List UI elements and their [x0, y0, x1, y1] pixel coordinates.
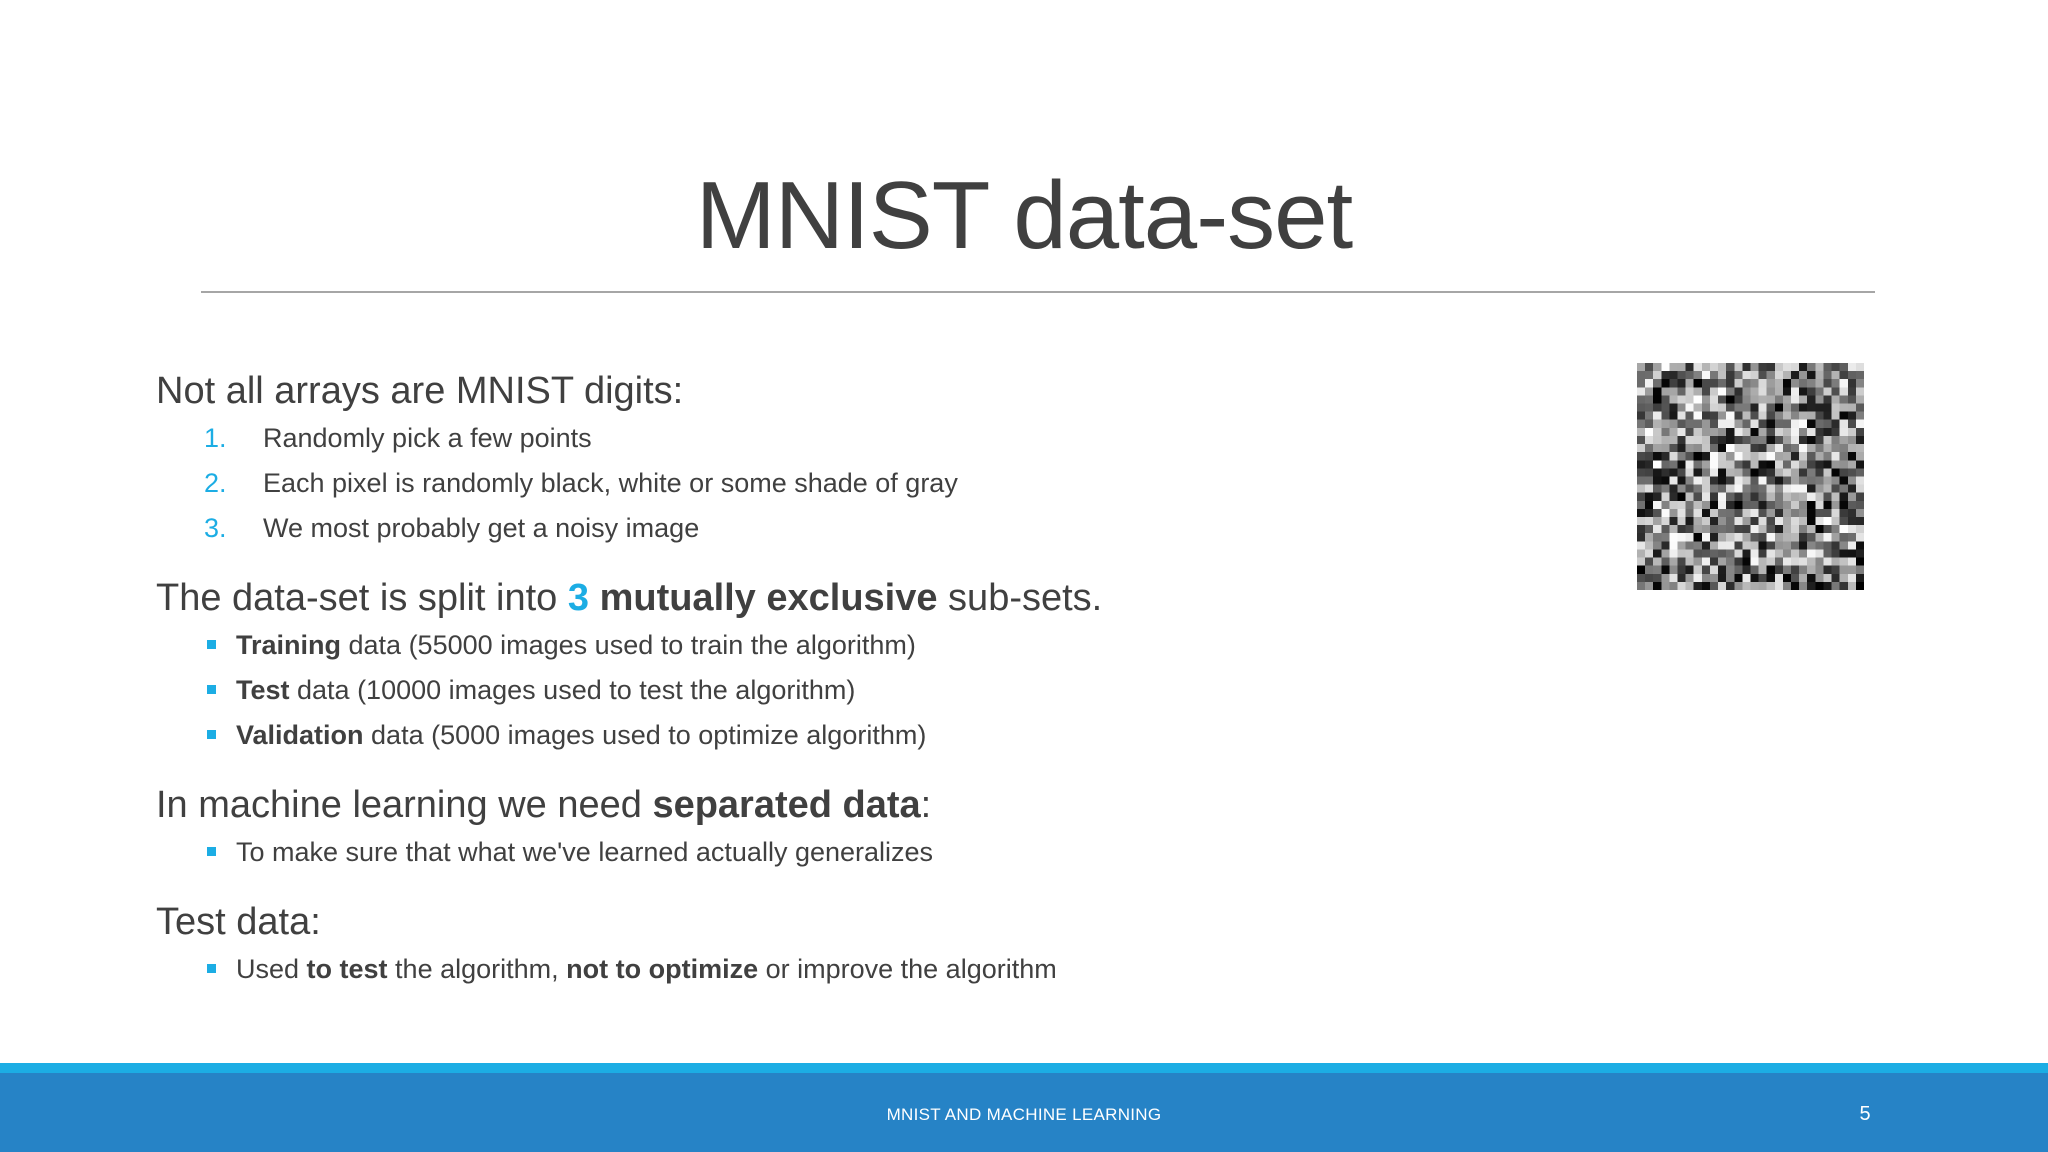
section-heading — [156, 780, 1556, 830]
list-item-text: data (5000 images used to optimize algorithm) — [363, 720, 927, 750]
list-item-text: Used — [236, 954, 307, 984]
title-divider — [201, 291, 1875, 293]
heading-space — [589, 577, 600, 619]
section-random-arrays — [156, 366, 1556, 551]
list-item — [156, 713, 1556, 758]
list-item-bold: Test — [236, 675, 290, 705]
list-item — [156, 623, 1556, 668]
footer-accent-bar — [0, 1063, 2048, 1073]
heading-text: The data-set is split into — [156, 577, 568, 619]
bullet-icon — [207, 964, 216, 973]
list-item — [156, 461, 1556, 506]
numbered-list — [156, 416, 1556, 551]
bulleted-list — [156, 947, 1556, 992]
list-number: 2. — [204, 468, 227, 498]
page-number: 5 — [1859, 1103, 1871, 1125]
slide-content — [156, 366, 1556, 1014]
list-item-text: We most probably get a noisy image — [263, 513, 700, 543]
heading-accent-number: 3 — [567, 577, 589, 619]
slide-title: MNIST data-set — [695, 162, 1353, 269]
heading-text: sub-sets. — [937, 577, 1103, 619]
list-item — [156, 416, 1556, 461]
bulleted-list — [156, 830, 1556, 875]
list-item — [156, 506, 1556, 551]
noise-image — [1637, 363, 1864, 590]
list-item-text: data (55000 images used to train the algorithm) — [341, 630, 916, 660]
heading-text: In machine learning we need — [156, 784, 653, 826]
section-heading — [156, 573, 1556, 623]
section-test-data — [156, 897, 1556, 992]
list-item-bold: Training — [236, 630, 342, 660]
section-heading: Test data: — [156, 901, 321, 943]
list-item — [156, 668, 1556, 713]
section-separated-data — [156, 780, 1556, 875]
section-heading: Not all arrays are MNIST digits: — [156, 370, 684, 412]
heading-bold: separated data — [652, 784, 921, 826]
bullet-icon — [207, 847, 216, 856]
list-item-text: Each pixel is randomly black, white or some shade of gray — [263, 468, 958, 498]
section-subsets — [156, 573, 1556, 758]
list-item-text: Randomly pick a few points — [263, 423, 592, 453]
list-item-bold: to test — [306, 954, 388, 984]
list-item-text: the algorithm, — [387, 954, 567, 984]
list-item-bold: Validation — [236, 720, 364, 750]
list-item-text: data (10000 images used to test the algorithm) — [289, 675, 856, 705]
list-item-text: or improve the algorithm — [758, 954, 1057, 984]
list-item-bold: not to optimize — [566, 954, 759, 984]
bullet-icon — [207, 730, 216, 739]
list-item-text: To make sure that what we've learned actually generalizes — [236, 837, 934, 867]
footer-title: MNIST AND MACHINE LEARNING — [886, 1105, 1162, 1124]
list-number: 1. — [204, 423, 227, 453]
list-item — [156, 830, 1556, 875]
list-item — [156, 947, 1556, 992]
heading-text: : — [920, 784, 932, 826]
bulleted-list — [156, 623, 1556, 758]
list-number: 3. — [204, 513, 227, 543]
heading-bold: mutually exclusive — [599, 577, 938, 619]
bullet-icon — [207, 685, 216, 694]
bullet-icon — [207, 640, 216, 649]
